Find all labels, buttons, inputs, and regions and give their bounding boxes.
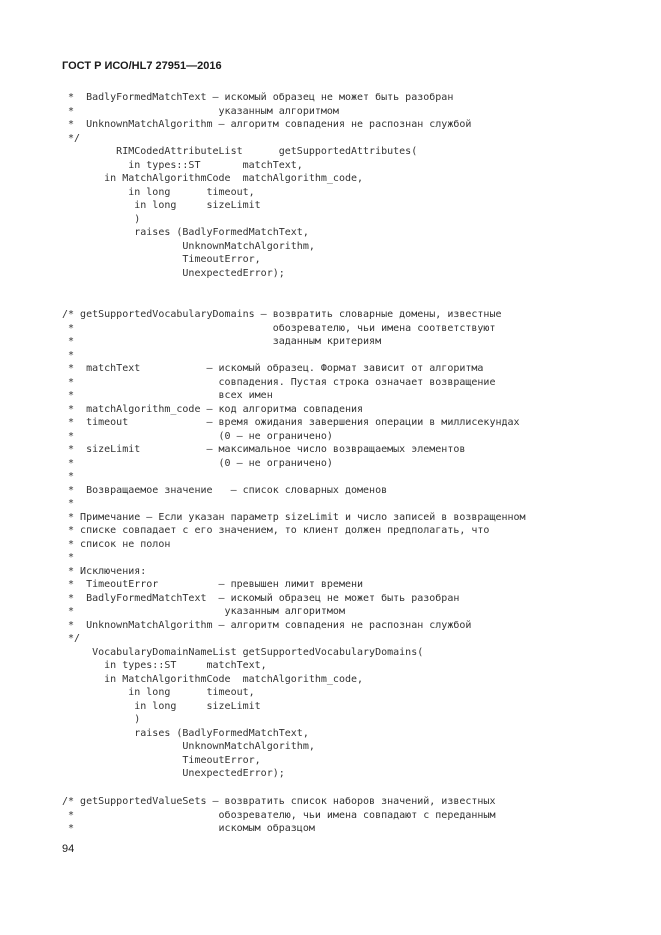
code-line: /* getSupportedValueSets — возвратить список наборов значений, известных	[62, 796, 496, 807]
code-line: TimeoutError,	[62, 254, 261, 265]
code-line: * указанным алгоритмом	[62, 606, 345, 617]
code-line: in MatchAlgorithmCode matchAlgorithm_code,	[62, 173, 364, 184]
code-line: * Возвращаемое значение — список словарных доменов	[62, 484, 388, 496]
code-line: * списке совпадает с его значением, то клиент должен предполагать, что	[62, 525, 490, 536]
document-header: ГОСТ Р ИСО/HL7 27951—2016	[62, 60, 222, 72]
code-line: UnknownMatchAlgorithm,	[62, 741, 315, 752]
code-line: *	[62, 349, 75, 361]
code-line: )	[62, 213, 141, 225]
code-line: * заданным критериям	[62, 336, 382, 347]
code-line: UnexpectedError);	[62, 768, 285, 779]
code-line: * обозревателю, чьи имена совпадают с переданным	[62, 809, 496, 821]
code-line: VocabularyDomainNameList getSupportedVocabularyDomains(	[62, 646, 424, 658]
code-line: * Исключения:	[62, 565, 147, 577]
code-line: * список не полон	[62, 538, 171, 550]
code-line: raises (BadlyFormedMatchText,	[62, 227, 309, 238]
page-number: 94	[62, 843, 75, 855]
code-line: * sizeLimit — максимальное число возвращаемых элементов	[62, 444, 466, 455]
code-line: * TimeoutError — превышен лимит времени	[62, 579, 364, 590]
code-line: * UnknownMatchAlgorithm — алгоритм совпадения не распознан службой	[62, 619, 472, 631]
code-block-attributes	[62, 91, 471, 280]
code-line: * обозревателю, чьи имена соответствуют	[62, 322, 496, 334]
code-line: * искомым образцом	[62, 823, 315, 834]
code-line: * всех имен	[62, 390, 273, 401]
code-line: in long timeout,	[62, 186, 255, 198]
code-line: UnknownMatchAlgorithm,	[62, 240, 315, 252]
code-line: in types::ST matchText,	[62, 159, 303, 171]
code-line: * указанным алгоритмом	[62, 105, 339, 117]
code-line: * matchAlgorithm_code — код алгоритма совпадения	[62, 403, 364, 415]
code-block-vocabulary-domains	[62, 308, 526, 781]
code-line: * UnknownMatchAlgorithm — алгоритм совпадения не распознан службой	[62, 119, 472, 130]
code-line: * (0 — не ограничено)	[62, 457, 333, 469]
code-line: * (0 — не ограничено)	[62, 430, 333, 442]
code-line: * Примечание — Если указан параметр sizeLimit и число записей в возвращенном	[62, 511, 526, 523]
code-line: raises (BadlyFormedMatchText,	[62, 727, 309, 739]
code-line: in long sizeLimit	[62, 700, 261, 712]
code-line: in types::ST matchText,	[62, 660, 267, 671]
code-line: * BadlyFormedMatchText — искомый образец не может быть разобран	[62, 92, 454, 103]
code-line: * timeout — время ожидания завершения операции в миллисекундах	[62, 417, 520, 428]
code-line: in long timeout,	[62, 687, 255, 698]
code-line: /* getSupportedVocabularyDomains — возвратить словарные домены, известные	[62, 309, 502, 320]
code-line: TimeoutError,	[62, 754, 261, 766]
code-line: in MatchAlgorithmCode matchAlgorithm_code,	[62, 673, 364, 685]
code-line: *	[62, 471, 75, 482]
code-line: in long sizeLimit	[62, 200, 261, 211]
code-line: * matchText — искомый образец. Формат зависит от алгоритма	[62, 363, 484, 374]
code-line: *	[62, 552, 75, 563]
code-block-value-sets	[62, 795, 495, 836]
code-line: )	[62, 714, 141, 725]
code-line: *	[62, 498, 75, 509]
code-line: */	[62, 633, 81, 644]
code-line: * совпадения. Пустая строка означает возвращение	[62, 376, 496, 388]
code-line: */	[62, 132, 81, 144]
code-line: * BadlyFormedMatchText — искомый образец не может быть разобран	[62, 592, 460, 604]
code-line: UnexpectedError);	[62, 267, 285, 279]
code-line: RIMCodedAttributeList getSupportedAttributes(	[62, 146, 418, 157]
